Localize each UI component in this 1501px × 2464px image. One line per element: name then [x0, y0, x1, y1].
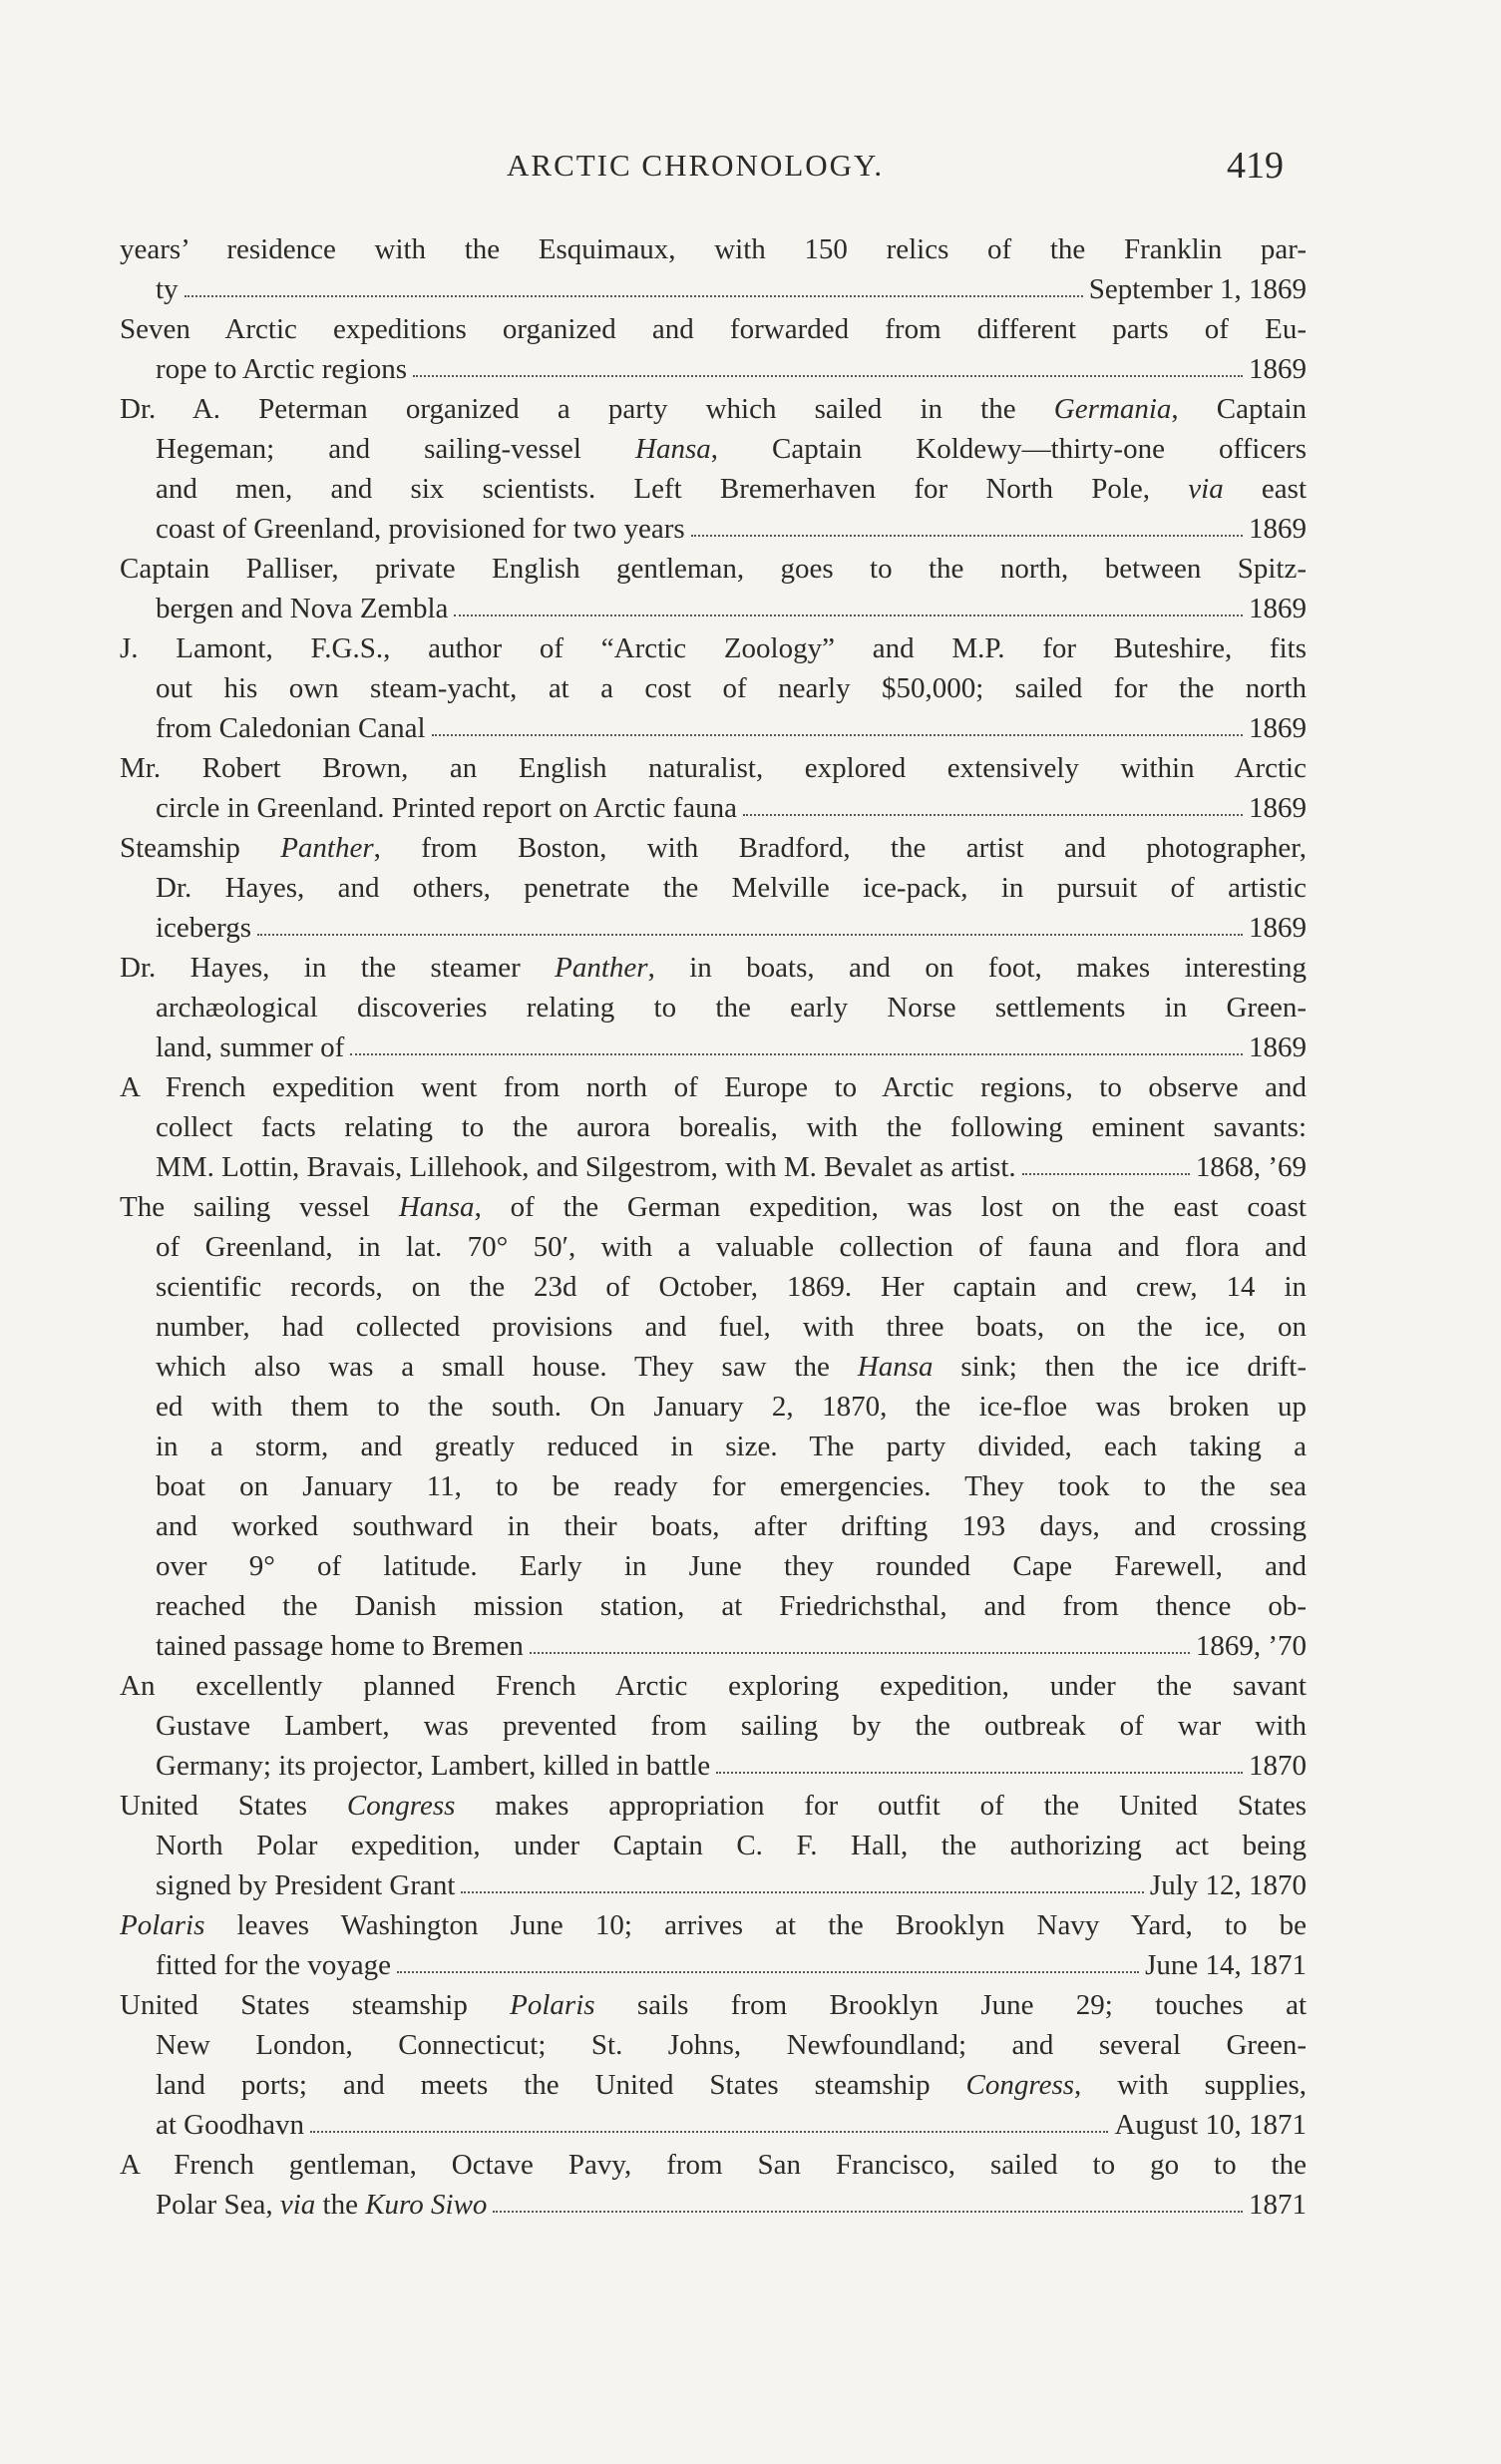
entry-text-line: which also was a small house. They saw the Hansa sink; then the ice drift- [156, 1351, 1307, 1383]
chronology-entry [120, 1666, 1307, 1786]
entry-last-line [120, 1865, 1307, 1905]
entry-text-line: Gustave Lambert, was prevented from sailing by the outbreak of war with [156, 1710, 1307, 1742]
dot-leader [461, 1865, 1143, 1893]
entry-text-line: boat on January 11, to be ready for emergencies. They took to the sea [156, 1470, 1307, 1502]
running-title: ARCTIC CHRONOLOGY. [507, 148, 885, 183]
entry-last-line [120, 1945, 1307, 1985]
entry-text-line: Polaris leaves Washington June 10; arrives at the Brooklyn Navy Yard, to be [120, 1909, 1307, 1941]
chronology-entry [120, 549, 1307, 628]
entry-last-text: circle in Greenland. Printed report on Arctic fauna [156, 792, 737, 824]
entry-last-line [120, 1746, 1307, 1786]
entry-text-line: New London, Connecticut; St. Johns, Newfoundland; and several Green- [156, 2029, 1307, 2061]
dot-leader [185, 269, 1083, 297]
dot-leader [493, 2185, 1243, 2213]
dot-leader [743, 788, 1243, 816]
entry-last-text: Polar Sea, via the Kuro Siwo [156, 2189, 488, 2221]
page-number: 419 [1227, 145, 1284, 187]
entry-date: 1868, ’69 [1195, 1151, 1307, 1183]
entry-text-line: land ports; and meets the United States steamship Congress, with supplies, [156, 2069, 1307, 2101]
chronology-entry [120, 389, 1307, 549]
entry-date: September 1, 1869 [1088, 273, 1307, 305]
dot-leader [257, 908, 1243, 936]
entry-text-line: Dr. Hayes, and others, penetrate the Melville ice-pack, in pursuit of artistic [156, 872, 1307, 904]
entry-text-line: United States Congress makes appropriation for outfit of the United States [120, 1790, 1307, 1822]
chronology-entry [120, 1985, 1307, 2145]
entry-last-text: at Goodhavn [156, 2109, 304, 2141]
entry-text-line: scientific records, on the 23d of October, 1869. Her captain and crew, 14 in [156, 1271, 1307, 1303]
page-header [0, 145, 1501, 198]
entry-last-text: from Caledonian Canal [156, 712, 426, 744]
dot-leader [413, 349, 1243, 377]
entry-last-line [120, 349, 1307, 389]
entry-text-line: North Polar expedition, under Captain C. F. Hall, the authorizing act being [156, 1830, 1307, 1861]
chronology-entry [120, 229, 1307, 309]
entry-text-line: Seven Arctic expeditions organized and forwarded from different parts of Eu- [120, 313, 1307, 345]
entry-date: August 10, 1871 [1114, 2109, 1307, 2141]
entry-last-text: land, summer of [156, 1031, 345, 1063]
entry-text-line: of Greenland, in lat. 70° 50′, with a valuable collection of fauna and flora and [156, 1231, 1307, 1263]
entry-date: 1869 [1249, 712, 1307, 744]
entry-text-line: Dr. A. Peterman organized a party which sailed in the Germania, Captain [120, 393, 1307, 425]
chronology-entries [120, 229, 1307, 2225]
dot-leader [691, 509, 1243, 537]
entry-text-line: years’ residence with the Esquimaux, with 150 relics of the Franklin par- [120, 233, 1307, 265]
entry-text-line: archæological discoveries relating to the early Norse settlements in Green- [156, 992, 1307, 1024]
entry-date: 1869 [1249, 912, 1307, 944]
entry-text-line: A French gentleman, Octave Pavy, from San Francisco, sailed to go to the [120, 2149, 1307, 2181]
entry-text-line: A French expedition went from north of Europe to Arctic regions, to observe and [120, 1071, 1307, 1103]
entry-last-text: fitted for the voyage [156, 1949, 391, 1981]
entry-text-line: United States steamship Polaris sails from Brooklyn June 29; touches at [120, 1989, 1307, 2021]
dot-leader [397, 1945, 1139, 1973]
entry-text-line: ed with them to the south. On January 2, 1870, the ice-floe was broken up [156, 1391, 1307, 1423]
chronology-entry [120, 1067, 1307, 1187]
dot-leader [716, 1746, 1243, 1774]
entry-text-line: collect facts relating to the aurora borealis, with the following eminent savants: [156, 1111, 1307, 1143]
chronology-entry [120, 1187, 1307, 1666]
entry-last-line [120, 708, 1307, 748]
entry-last-line [120, 509, 1307, 549]
entry-date: 1870 [1249, 1750, 1307, 1782]
entry-last-line [120, 589, 1307, 628]
entry-date: 1869 [1249, 513, 1307, 545]
dot-leader [530, 1626, 1190, 1654]
entry-last-text: Germany; its projector, Lambert, killed in battle [156, 1750, 711, 1782]
entry-date: 1869 [1249, 593, 1307, 624]
chronology-entry [120, 2145, 1307, 2225]
entry-text-line: The sailing vessel Hansa, of the German expedition, was lost on the east coast [120, 1191, 1307, 1223]
entry-date: 1869, ’70 [1195, 1630, 1307, 1662]
entry-last-text: icebergs [156, 912, 252, 944]
entry-last-text: bergen and Nova Zembla [156, 593, 449, 624]
entry-text-line: J. Lamont, F.G.S., author of “Arctic Zoology” and M.P. for Buteshire, fits [120, 632, 1307, 664]
chronology-entry [120, 1786, 1307, 1905]
dot-leader [1022, 1147, 1190, 1175]
entry-last-text: rope to Arctic regions [156, 353, 408, 385]
entry-date: 1869 [1249, 1031, 1307, 1063]
entry-text-line: Captain Palliser, private English gentleman, goes to the north, between Spitz- [120, 553, 1307, 585]
entry-date: July 12, 1870 [1149, 1869, 1307, 1901]
entry-last-line [120, 1626, 1307, 1666]
chronology-entry [120, 628, 1307, 748]
entry-text-line: Mr. Robert Brown, an English naturalist, explored extensively within Arctic [120, 752, 1307, 784]
dot-leader [454, 589, 1243, 616]
entry-date: 1869 [1249, 792, 1307, 824]
entry-last-text: tained passage home to Bremen [156, 1630, 524, 1662]
entry-last-text: signed by President Grant [156, 1869, 456, 1901]
entry-text-line: Hegeman; and sailing-vessel Hansa, Captain Koldewy—thirty-one officers [156, 433, 1307, 465]
entry-last-line [120, 1027, 1307, 1067]
entry-text-line: number, had collected provisions and fuel, with three boats, on the ice, on [156, 1311, 1307, 1343]
entry-text-line: and worked southward in their boats, after drifting 193 days, and crossing [156, 1510, 1307, 1542]
entry-text-line: Dr. Hayes, in the steamer Panther, in boats, and on foot, makes interesting [120, 952, 1307, 984]
entry-text-line: reached the Danish mission station, at Friedrichsthal, and from thence ob- [156, 1590, 1307, 1622]
entry-last-line [120, 269, 1307, 309]
dot-leader [310, 2105, 1108, 2133]
dot-leader [432, 708, 1243, 736]
entry-last-text: coast of Greenland, provisioned for two years [156, 513, 685, 545]
entry-text-line: out his own steam-yacht, at a cost of nearly $50,000; sailed for the north [156, 672, 1307, 704]
entry-text-line: An excellently planned French Arctic exploring expedition, under the savant [120, 1670, 1307, 1702]
entry-text-line: and men, and six scientists. Left Bremerhaven for North Pole, via east [156, 473, 1307, 505]
entry-last-line [120, 908, 1307, 948]
entry-text-line: over 9° of latitude. Early in June they rounded Cape Farewell, and [156, 1550, 1307, 1582]
chronology-entry [120, 948, 1307, 1067]
chronology-entry [120, 309, 1307, 389]
entry-last-line [120, 788, 1307, 828]
chronology-entry [120, 1905, 1307, 1985]
entry-date: 1871 [1249, 2189, 1307, 2221]
chronology-entry [120, 828, 1307, 948]
chronology-entry [120, 748, 1307, 828]
entry-last-line [120, 1147, 1307, 1187]
entry-last-line [120, 2185, 1307, 2225]
entry-date: June 14, 1871 [1145, 1949, 1307, 1981]
entry-date: 1869 [1249, 353, 1307, 385]
entry-last-line [120, 2105, 1307, 2145]
entry-text-line: Steamship Panther, from Boston, with Bradford, the artist and photographer, [120, 832, 1307, 864]
entry-last-text: MM. Lottin, Bravais, Lillehook, and Silgestrom, with M. Bevalet as artist. [156, 1151, 1016, 1183]
entry-text-line: in a storm, and greatly reduced in size. The party divided, each taking a [156, 1431, 1307, 1462]
entry-last-text: ty [156, 273, 179, 305]
dot-leader [350, 1027, 1243, 1055]
